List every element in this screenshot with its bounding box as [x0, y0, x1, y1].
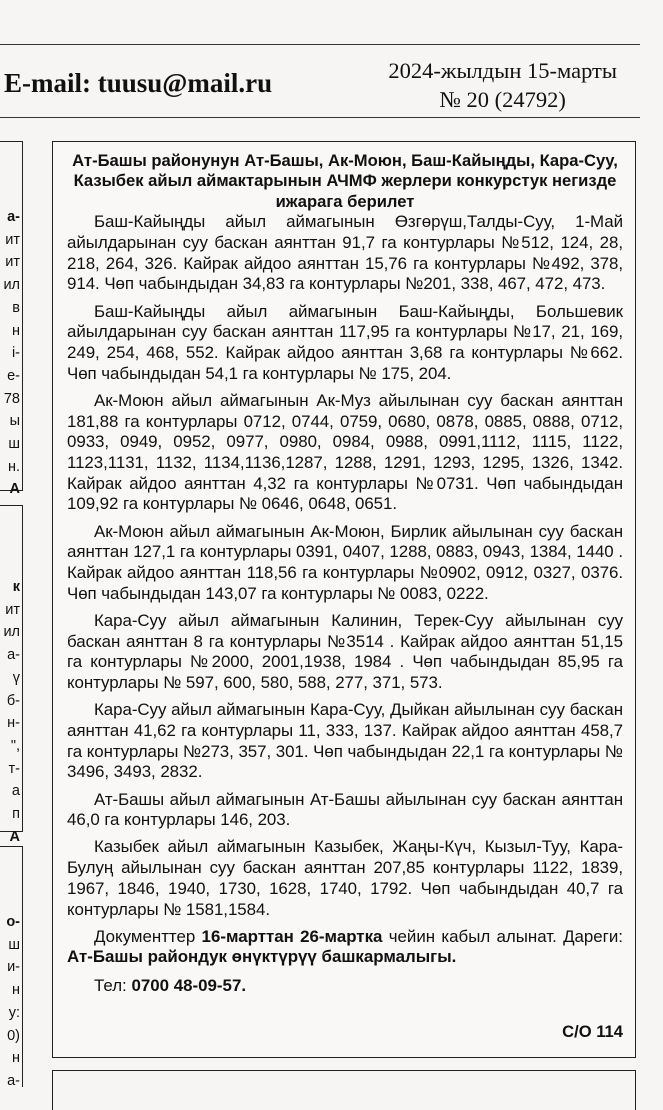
ad-code: С/О 114	[562, 1022, 623, 1041]
fragment-line: н.	[7, 458, 20, 475]
fragment-line: і-	[11, 345, 20, 362]
fragment-line: в	[12, 299, 20, 316]
contact-phone	[94, 976, 623, 997]
fragment-line: а-	[7, 1072, 20, 1089]
fragment-line: А	[9, 481, 20, 498]
fragment-line: ",	[10, 737, 20, 754]
announcement-article	[52, 141, 636, 1058]
fragment-line: н	[11, 1050, 20, 1067]
fragment-line: н	[11, 982, 20, 999]
article-title: Ат-Башы районунун Ат-Башы, Ак-Моюн, Баш-Кайыңды, Кара-Суу, Казыбек айыл аймактарынын АЧМФ жерлери конкурстук негизде ижарага берилет	[72, 151, 618, 211]
docs-dates: 16-марттан 26-мартка	[201, 926, 383, 946]
fragment-line: ш	[8, 936, 20, 953]
article-paragraph: Кара-Суу айыл аймагынын Кара-Суу, Дыйкан айылынан суу баскан аянттан 41,62 га контурлары 11, 333, 137. Кайрак айдоо аянттан 458,7 га контурлары №273, 357, 301. Чөп чабындыдан 22,1 га контурлары № 3496, 3493, 2832.	[67, 700, 623, 782]
header-issue: № 20 (24792)	[439, 87, 566, 112]
fragment-line: ил	[3, 624, 20, 641]
header-date-block	[388, 56, 617, 114]
fragment-line: ил	[3, 277, 20, 294]
fragment-line: А	[9, 828, 20, 845]
fragment-line: н-	[7, 715, 20, 732]
fragment-line: е-	[7, 367, 20, 384]
fragment-line: ит	[5, 601, 20, 618]
fragment-line: у:	[8, 1004, 20, 1021]
fragment-line: ит	[5, 231, 20, 248]
fragment-line: а-	[7, 647, 20, 664]
header-date: 2024-жылдын 15-марты	[388, 58, 617, 83]
article-paragraph: Кара-Суу айыл аймагынын Калинин, Терек-Суу айылынан суу баскан аянттан 8 га контурлары №3514 . Кайрак айдоо аянттан 51,15 га контурлары №2000, 2001,1938, 1984 . Чөп чабындыдан 85,95 га контурлары № 597, 600, 580, 588, 277, 371, 573.	[67, 610, 623, 692]
docs-address: Ат-Башы райондук өнүктүрүү башкармалыгы.	[67, 947, 457, 967]
article-paragraph: Баш-Кайыңды айыл аймагынын Өзгөрүш,Талды-Суу, 1-Май айылдарынан суу баскан аянттан 91,7 га контурлары №512, 124, 28, 218, 264, 326. Кайрак айдоо аянттан 15,76 га контурлары №492, 378, 914. Чөп чабындыдан 34,83 га контурлары №201, 338, 467, 472, 473.	[67, 212, 623, 294]
docs-text: чейин кабыл алынат. Дареги:	[382, 926, 623, 946]
fragment-text	[3, 576, 20, 848]
phone-label: Тел:	[94, 976, 132, 996]
fragment-line: а	[11, 783, 20, 800]
phone-number: 0700 48-09-57.	[131, 976, 247, 996]
article-paragraph: Ак-Моюн айыл аймагынын Ак-Муз айылынан суу баскан аянттан 181,88 га контурлары 0712, 0744, 0759, 0680, 0878, 0885, 0888, 0712, 0933, 0949, 0952, 0977, 0980, 0984, 0988, 0991,1112, 1115, 1122, 1123,1131, 1132, 1134,1136,1287, 1288, 1291, 1293, 1295, 1326, 1342. Кайрак айдоо аянттан 4,32 га контурлары №0731. Чөп чабындыдан 109,92 га контурлары № 0646, 0648, 0651.	[67, 390, 623, 514]
fragment-text	[6, 911, 20, 1093]
fragment-line: и-	[7, 959, 20, 976]
fragment-line: п	[12, 806, 20, 823]
article-paragraph: Ат-Башы айыл аймагынын Ат-Башы айылынан суу баскан аянттан 46,0 га контурлары 146, 203.	[67, 789, 623, 830]
fragment-line: ү	[12, 669, 20, 686]
fragment-text	[3, 206, 20, 501]
fragment-line: о-	[6, 914, 20, 930]
left-article-fragment-1	[0, 141, 23, 498]
fragment-line: т-	[8, 760, 20, 777]
docs-text: Документтер	[94, 926, 202, 946]
header-bottom-rule	[0, 117, 640, 118]
header-top-rule	[0, 44, 640, 45]
article-paragraph: Баш-Кайыңды айыл аймагынын Баш-Кайыңды, Большевик айылдарынан суу баскан аянттан 117,95 га контурлары №17, 21, 169, 249, 254, 468, 552. Кайрак айдоо аянттан 3,68 га контурлары №662. Чөп чабындыдан 54,1 га контурлары № 175, 204.	[67, 301, 623, 383]
fragment-line: ш	[8, 436, 20, 453]
fragment-line: н	[11, 322, 20, 339]
left-article-fragment-3	[0, 846, 23, 1087]
documents-deadline	[67, 927, 623, 968]
header-email: E-mail: tuusu@mail.ru	[4, 68, 273, 98]
fragment-line: к	[12, 579, 20, 595]
article-paragraph: Казыбек айыл аймагынын Казыбек, Жаңы-Күч, Кызыл-Туу, Кара- Булуң айылынан суу баскан аянттан 207,85 контурлары 1122, 1839, 1967, 1846, 1940, 1730, 1628, 1740, 1792. Чөп чабындыдан 40,7 га контурлары № 1581,1584.	[67, 837, 623, 919]
fragment-line: ы	[9, 413, 20, 430]
fragment-line: а-	[7, 209, 20, 225]
fragment-line: 0)	[7, 1027, 20, 1044]
article-paragraph: Ак-Моюн айыл аймагынын Ак-Моюн, Бирлик айылынан суу баскан аянттан 127,1 га контурлары 0391, 0407, 1288, 0883, 0943, 1384, 1440 . Кайрак айдоо аянттан 118,56 га контурлары №0902, 0912, 0327, 0376. Чөп чабындыдан 143,07 га контурлары № 0083, 0222.	[67, 521, 623, 603]
fragment-line: б-	[6, 692, 20, 709]
left-article-fragment-2	[0, 505, 23, 845]
fragment-line: ит	[5, 254, 20, 271]
next-article-box	[52, 1070, 636, 1110]
fragment-line: 78	[3, 390, 20, 407]
